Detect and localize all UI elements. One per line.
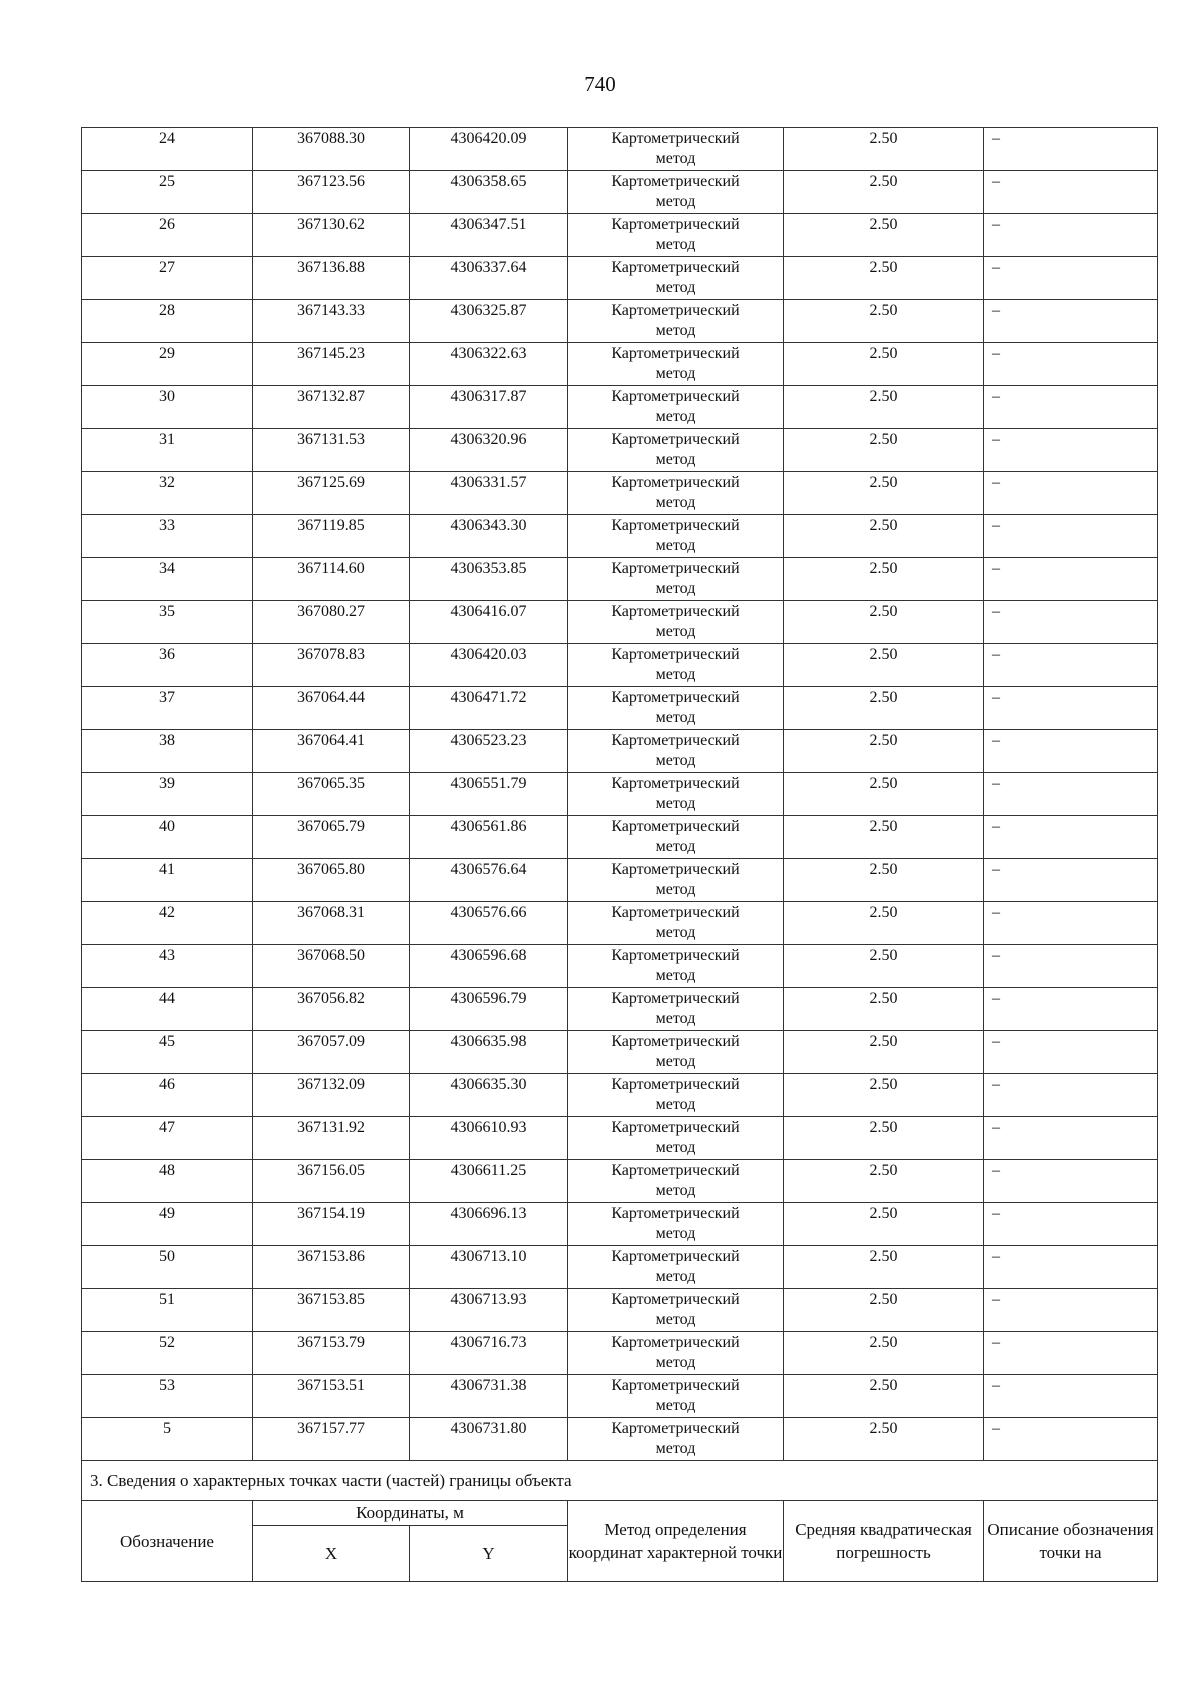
method-cell	[568, 558, 784, 601]
y-coordinate-cell: 4306596.79	[410, 988, 568, 1031]
description-cell: –	[984, 214, 1158, 257]
y-coordinate-cell: 4306713.93	[410, 1289, 568, 1332]
table-row	[82, 128, 1158, 171]
x-coordinate-cell: 367065.79	[253, 816, 410, 859]
error-cell: 2.50	[784, 1117, 984, 1160]
error-cell: 2.50	[784, 558, 984, 601]
method-line-1: Картометрический	[611, 302, 740, 319]
method-cell	[568, 515, 784, 558]
point-id-cell: 24	[82, 128, 253, 171]
method-line-2: метод	[655, 365, 696, 382]
error-cell: 2.50	[784, 343, 984, 386]
y-coordinate-cell: 4306731.80	[410, 1418, 568, 1461]
method-cell	[568, 988, 784, 1031]
method-line-2: метод	[655, 1053, 696, 1070]
point-id-cell: 34	[82, 558, 253, 601]
method-line-1: Картометрический	[611, 560, 740, 577]
y-coordinate-cell: 4306322.63	[410, 343, 568, 386]
header-error: Средняя квадратическая погрешность	[784, 1501, 984, 1582]
table-row	[82, 902, 1158, 945]
description-cell: –	[984, 386, 1158, 429]
y-coordinate-cell: 4306731.38	[410, 1375, 568, 1418]
method-cell	[568, 386, 784, 429]
method-line-2: метод	[655, 1440, 696, 1457]
description-cell: –	[984, 687, 1158, 730]
table-body	[82, 128, 1158, 1461]
method-line-1: Картометрический	[611, 1162, 740, 1179]
method-line-1: Картометрический	[611, 775, 740, 792]
point-id-cell: 44	[82, 988, 253, 1031]
x-coordinate-cell: 367065.35	[253, 773, 410, 816]
y-coordinate-cell: 4306696.13	[410, 1203, 568, 1246]
point-id-cell: 28	[82, 300, 253, 343]
description-cell: –	[984, 1289, 1158, 1332]
method-cell	[568, 1375, 784, 1418]
y-coordinate-cell: 4306716.73	[410, 1332, 568, 1375]
method-cell	[568, 601, 784, 644]
section-title-row	[82, 1461, 1158, 1501]
y-coordinate-cell: 4306551.79	[410, 773, 568, 816]
error-cell: 2.50	[784, 1375, 984, 1418]
point-id-cell: 5	[82, 1418, 253, 1461]
error-cell: 2.50	[784, 1332, 984, 1375]
y-coordinate-cell: 4306561.86	[410, 816, 568, 859]
description-cell: –	[984, 859, 1158, 902]
x-coordinate-cell: 367064.44	[253, 687, 410, 730]
description-cell: –	[984, 773, 1158, 816]
x-coordinate-cell: 367157.77	[253, 1418, 410, 1461]
method-line-2: метод	[655, 838, 696, 855]
method-cell	[568, 472, 784, 515]
description-cell: –	[984, 171, 1158, 214]
method-line-2: метод	[655, 752, 696, 769]
table-row	[82, 558, 1158, 601]
table-row	[82, 687, 1158, 730]
point-id-cell: 33	[82, 515, 253, 558]
table-row	[82, 1031, 1158, 1074]
method-line-1: Картометрический	[611, 1033, 740, 1050]
method-line-2: метод	[655, 1096, 696, 1113]
x-coordinate-cell: 367119.85	[253, 515, 410, 558]
error-cell: 2.50	[784, 1418, 984, 1461]
method-line-1: Картометрический	[611, 388, 740, 405]
error-cell: 2.50	[784, 472, 984, 515]
header-method: Метод определения координат характерной точки	[568, 1501, 784, 1582]
point-id-cell: 43	[82, 945, 253, 988]
table-row	[82, 429, 1158, 472]
y-coordinate-cell: 4306317.87	[410, 386, 568, 429]
method-line-2: метод	[655, 1225, 696, 1242]
method-cell	[568, 816, 784, 859]
method-cell	[568, 171, 784, 214]
description-cell: –	[984, 558, 1158, 601]
method-line-2: метод	[655, 924, 696, 941]
method-line-1: Картометрический	[611, 259, 740, 276]
error-cell: 2.50	[784, 773, 984, 816]
method-cell	[568, 1117, 784, 1160]
method-line-1: Картометрический	[611, 689, 740, 706]
method-line-2: метод	[655, 1311, 696, 1328]
method-line-2: метод	[655, 150, 696, 167]
point-id-cell: 39	[82, 773, 253, 816]
method-line-1: Картометрический	[611, 1076, 740, 1093]
method-line-1: Картометрический	[611, 345, 740, 362]
method-cell	[568, 687, 784, 730]
method-line-1: Картометрический	[611, 431, 740, 448]
page-number: 740	[584, 72, 616, 96]
table-row	[82, 859, 1158, 902]
error-cell: 2.50	[784, 687, 984, 730]
method-line-2: метод	[655, 193, 696, 210]
y-coordinate-cell: 4306347.51	[410, 214, 568, 257]
point-id-cell: 50	[82, 1246, 253, 1289]
y-coordinate-cell: 4306635.98	[410, 1031, 568, 1074]
x-coordinate-cell: 367156.05	[253, 1160, 410, 1203]
error-cell: 2.50	[784, 601, 984, 644]
error-cell: 2.50	[784, 128, 984, 171]
table-row	[82, 515, 1158, 558]
table-row	[82, 300, 1158, 343]
method-line-2: метод	[655, 666, 696, 683]
x-coordinate-cell: 367064.41	[253, 730, 410, 773]
table-row	[82, 988, 1158, 1031]
error-cell: 2.50	[784, 1160, 984, 1203]
table-row	[82, 171, 1158, 214]
point-id-cell: 53	[82, 1375, 253, 1418]
y-coordinate-cell: 4306611.25	[410, 1160, 568, 1203]
method-cell	[568, 1246, 784, 1289]
method-line-2: метод	[655, 408, 696, 425]
description-cell: –	[984, 128, 1158, 171]
method-line-1: Картометрический	[611, 1377, 740, 1394]
error-cell: 2.50	[784, 730, 984, 773]
x-coordinate-cell: 367153.51	[253, 1375, 410, 1418]
method-line-2: метод	[655, 881, 696, 898]
description-cell: –	[984, 945, 1158, 988]
method-cell	[568, 1160, 784, 1203]
description-cell: –	[984, 343, 1158, 386]
point-id-cell: 32	[82, 472, 253, 515]
y-coordinate-cell: 4306610.93	[410, 1117, 568, 1160]
y-coordinate-cell: 4306320.96	[410, 429, 568, 472]
header-coordinates: Координаты, м	[253, 1501, 568, 1526]
error-cell: 2.50	[784, 1289, 984, 1332]
y-coordinate-cell: 4306416.07	[410, 601, 568, 644]
method-cell	[568, 945, 784, 988]
error-cell: 2.50	[784, 1074, 984, 1117]
point-id-cell: 25	[82, 171, 253, 214]
description-cell: –	[984, 472, 1158, 515]
method-line-2: метод	[655, 537, 696, 554]
method-line-1: Картометрический	[611, 517, 740, 534]
header-y: Y	[410, 1526, 568, 1582]
y-coordinate-cell: 4306596.68	[410, 945, 568, 988]
section-3-title: 3. Сведения о характерных точках части (частей) границы объекта	[82, 1461, 1158, 1501]
method-cell	[568, 128, 784, 171]
description-cell: –	[984, 1160, 1158, 1203]
point-id-cell: 49	[82, 1203, 253, 1246]
x-coordinate-cell: 367057.09	[253, 1031, 410, 1074]
method-line-1: Картометрический	[611, 990, 740, 1007]
method-line-2: метод	[655, 795, 696, 812]
method-line-1: Картометрический	[611, 1334, 740, 1351]
method-cell	[568, 1332, 784, 1375]
y-coordinate-cell: 4306358.65	[410, 171, 568, 214]
description-cell: –	[984, 300, 1158, 343]
x-coordinate-cell: 367131.53	[253, 429, 410, 472]
point-id-cell: 41	[82, 859, 253, 902]
method-line-1: Картометрический	[611, 818, 740, 835]
point-id-cell: 47	[82, 1117, 253, 1160]
x-coordinate-cell: 367088.30	[253, 128, 410, 171]
method-cell	[568, 257, 784, 300]
method-line-2: метод	[655, 451, 696, 468]
table-row	[82, 1117, 1158, 1160]
x-coordinate-cell: 367068.50	[253, 945, 410, 988]
y-coordinate-cell: 4306337.64	[410, 257, 568, 300]
error-cell: 2.50	[784, 300, 984, 343]
method-line-1: Картометрический	[611, 947, 740, 964]
description-cell: –	[984, 257, 1158, 300]
method-line-1: Картометрический	[611, 130, 740, 147]
header-designation: Обозначение	[82, 1501, 253, 1582]
table-row	[82, 1160, 1158, 1203]
y-coordinate-cell: 4306523.23	[410, 730, 568, 773]
y-coordinate-cell: 4306353.85	[410, 558, 568, 601]
table-row	[82, 945, 1158, 988]
x-coordinate-cell: 367123.56	[253, 171, 410, 214]
x-coordinate-cell: 367154.19	[253, 1203, 410, 1246]
method-cell	[568, 343, 784, 386]
point-id-cell: 40	[82, 816, 253, 859]
table-row	[82, 257, 1158, 300]
x-coordinate-cell: 367132.87	[253, 386, 410, 429]
table-row	[82, 214, 1158, 257]
description-cell: –	[984, 1031, 1158, 1074]
x-coordinate-cell: 367065.80	[253, 859, 410, 902]
error-cell: 2.50	[784, 988, 984, 1031]
x-coordinate-cell: 367153.85	[253, 1289, 410, 1332]
point-id-cell: 52	[82, 1332, 253, 1375]
y-coordinate-cell: 4306713.10	[410, 1246, 568, 1289]
method-line-2: метод	[655, 494, 696, 511]
description-cell: –	[984, 1418, 1158, 1461]
table-row	[82, 472, 1158, 515]
table-row	[82, 1332, 1158, 1375]
method-line-1: Картометрический	[611, 1291, 740, 1308]
x-coordinate-cell: 367125.69	[253, 472, 410, 515]
y-coordinate-cell: 4306471.72	[410, 687, 568, 730]
description-cell: –	[984, 1117, 1158, 1160]
point-id-cell: 38	[82, 730, 253, 773]
y-coordinate-cell: 4306576.64	[410, 859, 568, 902]
y-coordinate-cell: 4306420.09	[410, 128, 568, 171]
method-line-1: Картометрический	[611, 603, 740, 620]
point-id-cell: 48	[82, 1160, 253, 1203]
point-id-cell: 42	[82, 902, 253, 945]
method-line-1: Картометрический	[611, 732, 740, 749]
boundary-points-table	[81, 127, 1158, 1582]
point-id-cell: 37	[82, 687, 253, 730]
method-line-2: метод	[655, 1397, 696, 1414]
table-row	[82, 1246, 1158, 1289]
header-x: X	[253, 1526, 410, 1582]
header-row	[82, 1501, 1158, 1526]
method-cell	[568, 859, 784, 902]
error-cell: 2.50	[784, 859, 984, 902]
method-line-1: Картометрический	[611, 474, 740, 491]
method-line-1: Картометрический	[611, 861, 740, 878]
method-line-1: Картометрический	[611, 1119, 740, 1136]
x-coordinate-cell: 367078.83	[253, 644, 410, 687]
error-cell: 2.50	[784, 1031, 984, 1074]
method-cell	[568, 300, 784, 343]
method-line-1: Картометрический	[611, 216, 740, 233]
table-row	[82, 343, 1158, 386]
error-cell: 2.50	[784, 816, 984, 859]
table-row	[82, 773, 1158, 816]
point-id-cell: 46	[82, 1074, 253, 1117]
method-line-2: метод	[655, 967, 696, 984]
table-row	[82, 816, 1158, 859]
error-cell: 2.50	[784, 257, 984, 300]
table-row	[82, 386, 1158, 429]
method-line-2: метод	[655, 1268, 696, 1285]
description-cell: –	[984, 1332, 1158, 1375]
method-line-2: метод	[655, 709, 696, 726]
y-coordinate-cell: 4306420.03	[410, 644, 568, 687]
method-line-2: метод	[655, 623, 696, 640]
error-cell: 2.50	[784, 945, 984, 988]
method-line-2: метод	[655, 1010, 696, 1027]
method-line-2: метод	[655, 236, 696, 253]
x-coordinate-cell: 367136.88	[253, 257, 410, 300]
method-line-1: Картометрический	[611, 173, 740, 190]
x-coordinate-cell: 367145.23	[253, 343, 410, 386]
method-line-1: Картометрический	[611, 1420, 740, 1437]
description-cell: –	[984, 1203, 1158, 1246]
x-coordinate-cell: 367143.33	[253, 300, 410, 343]
error-cell: 2.50	[784, 515, 984, 558]
x-coordinate-cell: 367153.86	[253, 1246, 410, 1289]
method-cell	[568, 1031, 784, 1074]
description-cell: –	[984, 515, 1158, 558]
y-coordinate-cell: 4306343.30	[410, 515, 568, 558]
point-id-cell: 45	[82, 1031, 253, 1074]
method-cell	[568, 730, 784, 773]
x-coordinate-cell: 367068.31	[253, 902, 410, 945]
table-row	[82, 1289, 1158, 1332]
point-id-cell: 31	[82, 429, 253, 472]
method-line-1: Картометрический	[611, 646, 740, 663]
x-coordinate-cell: 367130.62	[253, 214, 410, 257]
y-coordinate-cell: 4306325.87	[410, 300, 568, 343]
y-coordinate-cell: 4306635.30	[410, 1074, 568, 1117]
error-cell: 2.50	[784, 644, 984, 687]
description-cell: –	[984, 1246, 1158, 1289]
error-cell: 2.50	[784, 171, 984, 214]
y-coordinate-cell: 4306576.66	[410, 902, 568, 945]
description-cell: –	[984, 601, 1158, 644]
method-cell	[568, 1074, 784, 1117]
method-line-2: метод	[655, 1354, 696, 1371]
description-cell: –	[984, 988, 1158, 1031]
error-cell: 2.50	[784, 214, 984, 257]
table-row	[82, 1418, 1158, 1461]
header-description: Описание обозначения точки на	[984, 1501, 1158, 1582]
point-id-cell: 51	[82, 1289, 253, 1332]
method-cell	[568, 902, 784, 945]
method-cell	[568, 773, 784, 816]
x-coordinate-cell: 367153.79	[253, 1332, 410, 1375]
method-line-1: Картометрический	[611, 1205, 740, 1222]
table-row	[82, 1074, 1158, 1117]
x-coordinate-cell: 367056.82	[253, 988, 410, 1031]
method-cell	[568, 429, 784, 472]
method-cell	[568, 214, 784, 257]
method-line-2: метод	[655, 580, 696, 597]
method-line-1: Картометрический	[611, 904, 740, 921]
point-id-cell: 26	[82, 214, 253, 257]
point-id-cell: 35	[82, 601, 253, 644]
point-id-cell: 29	[82, 343, 253, 386]
error-cell: 2.50	[784, 1246, 984, 1289]
description-cell: –	[984, 902, 1158, 945]
description-cell: –	[984, 816, 1158, 859]
point-id-cell: 36	[82, 644, 253, 687]
description-cell: –	[984, 429, 1158, 472]
method-cell	[568, 1418, 784, 1461]
error-cell: 2.50	[784, 429, 984, 472]
description-cell: –	[984, 1074, 1158, 1117]
method-cell	[568, 1289, 784, 1332]
x-coordinate-cell: 367114.60	[253, 558, 410, 601]
point-id-cell: 30	[82, 386, 253, 429]
point-id-cell: 27	[82, 257, 253, 300]
table-row	[82, 601, 1158, 644]
method-line-1: Картометрический	[611, 1248, 740, 1265]
table-row	[82, 644, 1158, 687]
method-line-2: метод	[655, 1182, 696, 1199]
description-cell: –	[984, 730, 1158, 773]
description-cell: –	[984, 644, 1158, 687]
table-row	[82, 730, 1158, 773]
method-cell	[568, 644, 784, 687]
method-line-2: метод	[655, 1139, 696, 1156]
error-cell: 2.50	[784, 386, 984, 429]
x-coordinate-cell: 367131.92	[253, 1117, 410, 1160]
y-coordinate-cell: 4306331.57	[410, 472, 568, 515]
description-cell: –	[984, 1375, 1158, 1418]
method-cell	[568, 1203, 784, 1246]
error-cell: 2.50	[784, 902, 984, 945]
table-row	[82, 1203, 1158, 1246]
table-row	[82, 1375, 1158, 1418]
x-coordinate-cell: 367080.27	[253, 601, 410, 644]
x-coordinate-cell: 367132.09	[253, 1074, 410, 1117]
method-line-2: метод	[655, 279, 696, 296]
error-cell: 2.50	[784, 1203, 984, 1246]
method-line-2: метод	[655, 322, 696, 339]
